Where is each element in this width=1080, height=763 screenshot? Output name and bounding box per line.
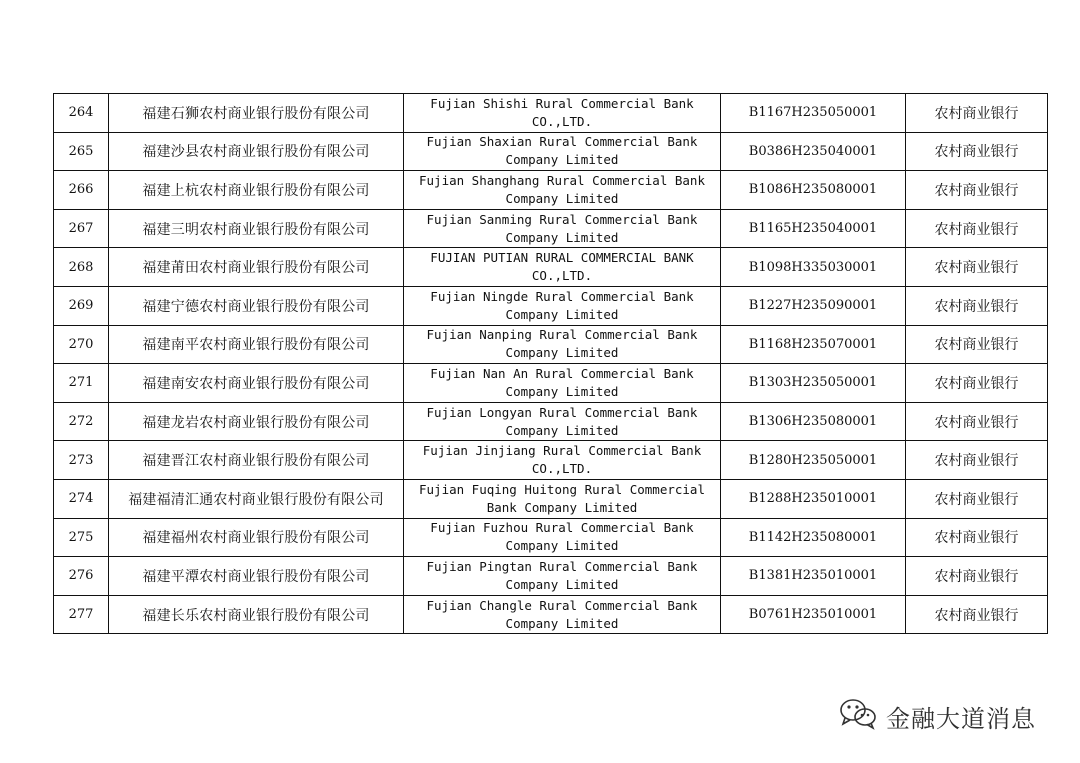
institution-code: B1227H235090001	[721, 286, 906, 325]
bank-name-english	[404, 557, 721, 596]
table-row	[54, 132, 1048, 171]
bank-name-chinese: 福建长乐农村商业银行股份有限公司	[109, 595, 404, 634]
bank-list-body	[54, 94, 1048, 634]
institution-code: B1168H235070001	[721, 325, 906, 364]
table-row	[54, 286, 1048, 325]
institution-type: 农村商业银行	[906, 286, 1048, 325]
watermark-text: 金融大道消息	[886, 704, 1036, 733]
bank-name-chinese: 福建晋江农村商业银行股份有限公司	[109, 441, 404, 480]
english-name-line-1: Fujian Sanming Rural Commercial Bank	[426, 211, 698, 227]
english-name-line-1: FUJIAN PUTIAN RURAL COMMERCIAL BANK	[430, 250, 694, 266]
english-name-line-1: Fujian Ningde Rural Commercial Bank	[430, 288, 694, 304]
row-number: 267	[54, 209, 109, 248]
bank-name-english	[404, 441, 721, 480]
wechat-icon	[838, 697, 878, 735]
table-row	[54, 209, 1048, 248]
institution-type: 农村商业银行	[906, 248, 1048, 287]
english-name-line-1: Fujian Nanping Rural Commercial Bank	[426, 327, 698, 343]
table-row	[54, 171, 1048, 210]
row-number: 264	[54, 94, 109, 133]
english-name-line-1: Fujian Changle Rural Commercial Bank	[426, 597, 698, 613]
bank-name-english	[404, 325, 721, 364]
institution-type: 农村商业银行	[906, 557, 1048, 596]
english-name-line-2: CO.,LTD.	[531, 268, 593, 284]
row-number: 275	[54, 518, 109, 557]
english-name-line-2: CO.,LTD.	[531, 461, 593, 477]
table-row	[54, 441, 1048, 480]
table-row	[54, 325, 1048, 364]
bank-name-english	[404, 248, 721, 287]
table-row	[54, 364, 1048, 403]
institution-code: B1280H235050001	[721, 441, 906, 480]
row-number: 265	[54, 132, 109, 171]
table-row	[54, 518, 1048, 557]
english-name-line-2: Company Limited	[505, 152, 619, 168]
institution-code: B1165H235040001	[721, 209, 906, 248]
english-name-line-2: Company Limited	[505, 615, 619, 631]
table-row	[54, 248, 1048, 287]
bank-name-chinese: 福建沙县农村商业银行股份有限公司	[109, 132, 404, 171]
table-row	[54, 595, 1048, 634]
institution-type: 农村商业银行	[906, 595, 1048, 634]
bank-name-chinese: 福建福清汇通农村商业银行股份有限公司	[109, 479, 404, 518]
institution-type: 农村商业银行	[906, 364, 1048, 403]
row-number: 270	[54, 325, 109, 364]
english-name-line-2: Company Limited	[505, 538, 619, 554]
english-name-line-2: Company Limited	[505, 306, 619, 322]
english-name-line-1: Fujian Shaxian Rural Commercial Bank	[426, 134, 698, 150]
institution-code: B1167H235050001	[721, 94, 906, 133]
english-name-line-1: Fujian Fuzhou Rural Commercial Bank	[430, 520, 694, 536]
bank-name-chinese: 福建上杭农村商业银行股份有限公司	[109, 171, 404, 210]
table-row	[54, 479, 1048, 518]
institution-type: 农村商业银行	[906, 479, 1048, 518]
english-name-line-1: Fujian Fuqing Huitong Rural Commercial	[419, 481, 705, 497]
institution-type: 农村商业银行	[906, 171, 1048, 210]
bank-name-chinese: 福建莆田农村商业银行股份有限公司	[109, 248, 404, 287]
table-row	[54, 94, 1048, 133]
row-number: 269	[54, 286, 109, 325]
bank-name-chinese: 福建平潭农村商业银行股份有限公司	[109, 557, 404, 596]
bank-name-chinese: 福建三明农村商业银行股份有限公司	[109, 209, 404, 248]
row-number: 272	[54, 402, 109, 441]
institution-code: B1098H335030001	[721, 248, 906, 287]
bank-name-english	[404, 171, 721, 210]
english-name-line-2: Company Limited	[505, 345, 619, 361]
institution-type: 农村商业银行	[906, 402, 1048, 441]
english-name-line-1: Fujian Shishi Rural Commercial Bank	[430, 95, 694, 111]
institution-type: 农村商业银行	[906, 441, 1048, 480]
english-name-line-2: Bank Company Limited	[486, 499, 638, 515]
bank-name-english	[404, 286, 721, 325]
english-name-line-2: Company Limited	[505, 383, 619, 399]
bank-name-chinese: 福建南安农村商业银行股份有限公司	[109, 364, 404, 403]
english-name-line-1: Fujian Shanghang Rural Commercial Bank	[419, 172, 705, 188]
english-name-line-1: Fujian Pingtan Rural Commercial Bank	[426, 558, 698, 574]
bank-name-english	[404, 595, 721, 634]
english-name-line-2: Company Limited	[505, 422, 619, 438]
institution-type: 农村商业银行	[906, 209, 1048, 248]
bank-name-chinese: 福建宁德农村商业银行股份有限公司	[109, 286, 404, 325]
english-name-line-1: Fujian Longyan Rural Commercial Bank	[426, 404, 698, 420]
institution-type: 农村商业银行	[906, 325, 1048, 364]
english-name-line-1: Fujian Nan An Rural Commercial Bank	[430, 365, 694, 381]
table-row	[54, 402, 1048, 441]
bank-name-chinese: 福建龙岩农村商业银行股份有限公司	[109, 402, 404, 441]
english-name-line-2: Company Limited	[505, 190, 619, 206]
institution-code: B1306H235080001	[721, 402, 906, 441]
english-name-line-2: Company Limited	[505, 229, 619, 245]
bank-name-chinese: 福建福州农村商业银行股份有限公司	[109, 518, 404, 557]
row-number: 268	[54, 248, 109, 287]
institution-code: B0761H235010001	[721, 595, 906, 634]
institution-code: B1288H235010001	[721, 479, 906, 518]
bank-name-chinese: 福建石狮农村商业银行股份有限公司	[109, 94, 404, 133]
institution-type: 农村商业银行	[906, 132, 1048, 171]
institution-type: 农村商业银行	[906, 518, 1048, 557]
row-number: 271	[54, 364, 109, 403]
bank-name-english	[404, 479, 721, 518]
bank-name-english	[404, 402, 721, 441]
bank-name-english	[404, 132, 721, 171]
row-number: 277	[54, 595, 109, 634]
row-number: 273	[54, 441, 109, 480]
bank-name-english	[404, 209, 721, 248]
row-number: 276	[54, 557, 109, 596]
bank-name-chinese: 福建南平农村商业银行股份有限公司	[109, 325, 404, 364]
bank-name-english	[404, 364, 721, 403]
english-name-line-2: CO.,LTD.	[531, 113, 593, 129]
table-row	[54, 557, 1048, 596]
institution-code: B1142H235080001	[721, 518, 906, 557]
watermark	[838, 696, 1036, 736]
bank-name-english	[404, 518, 721, 557]
row-number: 266	[54, 171, 109, 210]
institution-type: 农村商业银行	[906, 94, 1048, 133]
row-number: 274	[54, 479, 109, 518]
institution-code: B1381H235010001	[721, 557, 906, 596]
institution-code: B1303H235050001	[721, 364, 906, 403]
bank-name-english	[404, 94, 721, 133]
english-name-line-2: Company Limited	[505, 576, 619, 592]
bank-list-table	[53, 93, 1048, 634]
english-name-line-1: Fujian Jinjiang Rural Commercial Bank	[422, 443, 702, 459]
institution-code: B0386H235040001	[721, 132, 906, 171]
institution-code: B1086H235080001	[721, 171, 906, 210]
